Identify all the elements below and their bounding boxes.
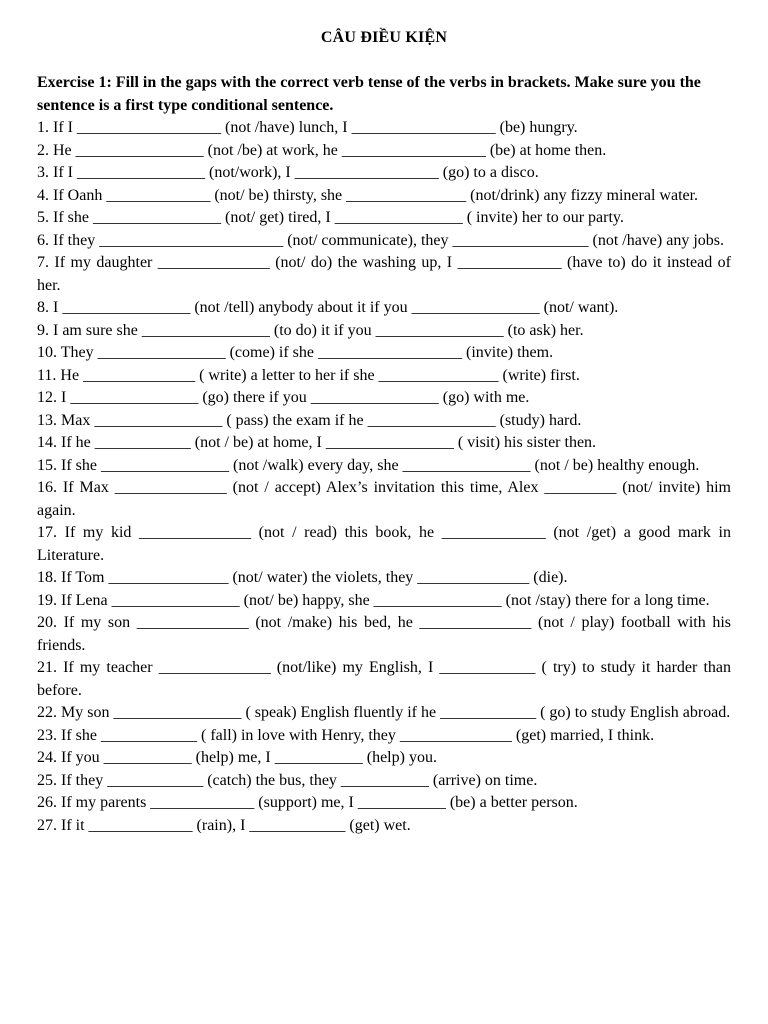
exercise-item: 17. If my kid ______________ (not / read) this book, he _____________ (not /get) a good mark in Literature. bbox=[37, 524, 731, 564]
exercise-item: 7. If my daughter ______________ (not/ do) the washing up, I _____________ (have to) do it instead of her. bbox=[37, 254, 731, 294]
exercise-item: 22. My son ________________ ( speak) English fluently if he ____________ ( go) to study English abroad. bbox=[37, 704, 731, 721]
exercise-item: 18. If Tom _______________ (not/ water) the violets, they ______________ (die). bbox=[37, 569, 568, 586]
exercise-item: 6. If they _______________________ (not/ communicate), they _________________ (not /have) any jobs. bbox=[37, 231, 725, 249]
exercise-item: 2. He ________________ (not /be) at work, he __________________ (be) at home then. bbox=[37, 141, 607, 159]
exercise-item: 9. I am sure she ________________ (to do) it if you ________________ (to ask) her. bbox=[37, 321, 584, 339]
exercise-item: 11. He ______________ ( write) a letter to her if she _______________ (write) first. bbox=[37, 366, 580, 384]
exercise-item: 12. I ________________ (go) there if you ________________ (go) with me. bbox=[37, 389, 530, 406]
exercise-item: 13. Max ________________ ( pass) the exam if he ________________ (study) hard. bbox=[37, 411, 582, 429]
exercise-item: 19. If Lena ________________ (not/ be) happy, she ________________ (not /stay) there for a long time. bbox=[37, 591, 710, 609]
exercise-item: 23. If she ____________ ( fall) in love with Henry, they ______________ (get) married, I think. bbox=[37, 726, 655, 744]
exercise-item: 25. If they ____________ (catch) the bus, they ___________ (arrive) on time. bbox=[37, 771, 538, 789]
exercise-item: 4. If Oanh _____________ (not/ be) thirsty, she _______________ (not/drink) any fizzy mineral water. bbox=[37, 186, 699, 204]
exercise-items bbox=[37, 117, 731, 837]
exercise-item: 15. If she ________________ (not /walk) every day, she ________________ (not / be) healthy enough. bbox=[37, 456, 700, 474]
exercise-item: 20. If my son ______________ (not /make) his bed, he ______________ (not / play) football with his friends. bbox=[37, 614, 731, 654]
exercise-item: 8. I ________________ (not /tell) anybody about it if you ________________ (not/ want). bbox=[37, 299, 619, 316]
exercise-item: 10. They ________________ (come) if she __________________ (invite) them. bbox=[37, 344, 554, 361]
exercise-item: 24. If you ___________ (help) me, I ___________ (help) you. bbox=[37, 749, 437, 766]
exercise-item: 26. If my parents _____________ (support) me, I ___________ (be) a better person. bbox=[37, 794, 578, 811]
exercise-item: 1. If I __________________ (not /have) lunch, I __________________ (be) hungry. bbox=[37, 119, 578, 136]
exercise-item: 5. If she ________________ (not/ get) tired, I ________________ ( invite) her to our party. bbox=[37, 209, 624, 226]
page-title: CÂU ĐIỀU KIỆN bbox=[320, 29, 448, 46]
exercise-item: 3. If I ________________ (not/work), I __________________ (go) to a disco. bbox=[37, 164, 539, 181]
exercise-item: 27. If it _____________ (rain), I ____________ (get) wet. bbox=[37, 816, 411, 834]
document-page bbox=[37, 28, 731, 837]
exercise-instruction: Exercise 1: Fill in the gaps with the correct verb tense of the verbs in brackets. Make sure you the sentence is a first type conditional sentence. bbox=[37, 74, 701, 114]
exercise-item: 16. If Max ______________ (not / accept) Alex’s invitation this time, Alex _________ (not/ invite) him again. bbox=[37, 479, 731, 519]
exercise-item: 21. If my teacher ______________ (not/like) my English, I ____________ ( try) to study it harder than before. bbox=[37, 659, 731, 699]
exercise-item: 14. If he ____________ (not / be) at home, I ________________ ( visit) his sister then. bbox=[37, 434, 597, 451]
